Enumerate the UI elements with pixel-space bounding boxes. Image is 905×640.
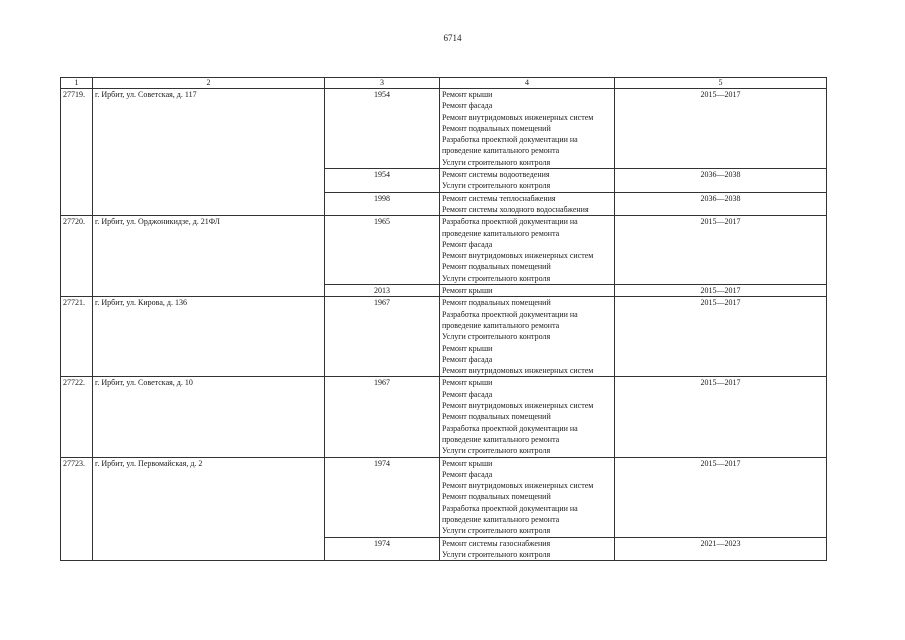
works-list — [440, 377, 615, 457]
work-item: Ремонт подвальных помещений — [442, 262, 551, 272]
work-item: Услуги строительного контроля — [442, 526, 551, 536]
work-item: проведение капитального ремонта — [442, 434, 560, 444]
period-cell: 2015—2017 — [615, 216, 827, 285]
work-item: Услуги строительного контроля — [442, 273, 551, 283]
work-item: Услуги строительного контроля — [442, 332, 551, 342]
period-cell: 2015—2017 — [615, 89, 827, 169]
capital-repair-table — [60, 77, 827, 561]
works-list — [440, 192, 615, 216]
period-cell: 2015—2017 — [615, 457, 827, 537]
building-address: г. Ирбит, ул. Советская, д. 117 — [93, 89, 325, 216]
work-item: Ремонт фасада — [442, 389, 493, 399]
column-number: 4 — [440, 78, 615, 89]
column-number: 3 — [325, 78, 440, 89]
table-body — [61, 89, 827, 561]
work-item: Услуги строительного контроля — [442, 181, 551, 191]
year-cell: 1967 — [325, 297, 440, 377]
year-cell: 1965 — [325, 216, 440, 285]
work-item: проведение капитального ремонта — [442, 320, 560, 330]
record-number: 27720. — [61, 216, 93, 297]
work-item: Услуги строительного контроля — [442, 549, 551, 559]
work-item: Ремонт крыши — [442, 343, 493, 353]
period-cell: 2015—2017 — [615, 377, 827, 457]
work-item: Ремонт подвальных помещений — [442, 492, 551, 502]
work-item: Услуги строительного контроля — [442, 157, 551, 167]
work-item: проведение капитального ремонта — [442, 514, 560, 524]
record-number: 27723. — [61, 457, 93, 561]
works-list — [440, 89, 615, 169]
work-item: Ремонт системы холодного водоснабжения — [442, 204, 589, 214]
work-item: Ремонт внутридомовых инженерных систем — [442, 251, 594, 261]
period-cell: 2021—2023 — [615, 537, 827, 561]
work-item: Ремонт крыши — [442, 286, 493, 296]
table-row — [61, 457, 827, 537]
table-row — [61, 297, 827, 377]
work-item: Ремонт фасада — [442, 469, 493, 479]
table-row — [61, 377, 827, 457]
period-cell: 2036—2038 — [615, 192, 827, 216]
table-row — [61, 89, 827, 169]
work-item: проведение капитального ремонта — [442, 228, 560, 238]
building-address: г. Ирбит, ул. Первомайская, д. 2 — [93, 457, 325, 561]
work-item: Разработка проектной документации на — [442, 503, 578, 513]
work-item: Ремонт фасада — [442, 239, 493, 249]
work-item: Ремонт крыши — [442, 458, 493, 468]
page-number: 6714 — [443, 33, 462, 43]
works-list — [440, 537, 615, 561]
year-cell: 1954 — [325, 89, 440, 169]
work-item: Ремонт подвальных помещений — [442, 412, 551, 422]
work-item: Разработка проектной документации на — [442, 217, 578, 227]
record-number: 27721. — [61, 297, 93, 377]
period-cell: 2015—2017 — [615, 297, 827, 377]
work-item: Ремонт внутридомовых инженерных систем — [442, 112, 594, 122]
work-item: Ремонт фасада — [442, 354, 493, 364]
building-address: г. Ирбит, ул. Орджоникидзе, д. 21ФЛ — [93, 216, 325, 297]
year-cell: 1967 — [325, 377, 440, 457]
works-list — [440, 169, 615, 193]
table-row — [61, 216, 827, 285]
record-number: 27722. — [61, 377, 93, 457]
year-cell: 1998 — [325, 192, 440, 216]
work-item: проведение капитального ремонта — [442, 146, 560, 156]
column-number: 5 — [615, 78, 827, 89]
work-item: Ремонт крыши — [442, 378, 493, 388]
work-item: Ремонт системы теплоснабжения — [442, 193, 556, 203]
record-number: 27719. — [61, 89, 93, 216]
work-item: Разработка проектной документации на — [442, 135, 578, 145]
work-item: Услуги строительного контроля — [442, 446, 551, 456]
year-cell: 1954 — [325, 169, 440, 193]
work-item: Ремонт крыши — [442, 90, 493, 99]
year-cell: 1974 — [325, 537, 440, 561]
year-cell: 2013 — [325, 285, 440, 297]
period-cell: 2036—2038 — [615, 169, 827, 193]
work-item: Разработка проектной документации на — [442, 423, 578, 433]
works-list — [440, 216, 615, 285]
column-number: 1 — [61, 78, 93, 89]
work-item: Ремонт системы водоотведения — [442, 170, 550, 180]
work-item: Ремонт системы газоснабжения — [442, 538, 551, 548]
work-item: Ремонт фасада — [442, 101, 493, 111]
works-list — [440, 297, 615, 377]
table-header — [61, 78, 827, 89]
work-item: Ремонт внутридомовых инженерных систем — [442, 481, 594, 491]
work-item: Ремонт внутридомовых инженерных систем — [442, 401, 594, 411]
works-list — [440, 457, 615, 537]
work-item: Ремонт подвальных помещений — [442, 123, 551, 133]
column-number-row — [61, 78, 827, 89]
works-list — [440, 285, 615, 297]
period-cell: 2015—2017 — [615, 285, 827, 297]
work-item: Ремонт подвальных помещений — [442, 298, 551, 308]
column-number: 2 — [93, 78, 325, 89]
building-address: г. Ирбит, ул. Советская, д. 10 — [93, 377, 325, 457]
year-cell: 1974 — [325, 457, 440, 537]
work-item: Ремонт внутридомовых инженерных систем — [442, 366, 594, 376]
work-item: Разработка проектной документации на — [442, 309, 578, 319]
building-address: г. Ирбит, ул. Кирова, д. 136 — [93, 297, 325, 377]
